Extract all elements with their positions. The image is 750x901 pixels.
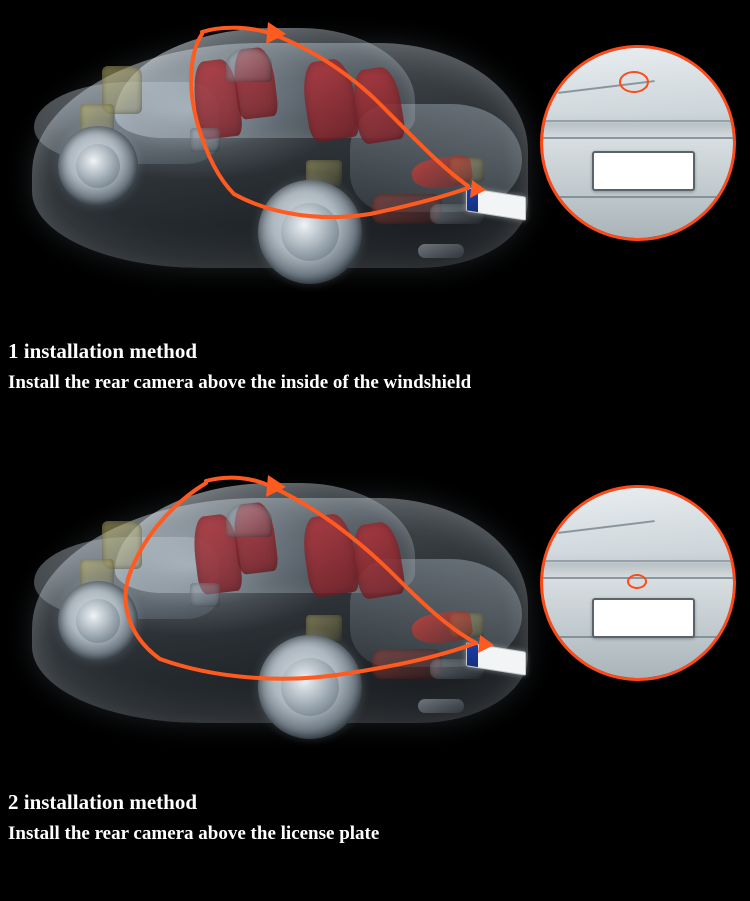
body-panel-line [540, 196, 736, 198]
rear-wheel [258, 635, 362, 739]
installation-method-1-caption [0, 310, 750, 400]
method-2-title: 2 installation method [8, 790, 198, 814]
rear-window-glass [540, 488, 736, 562]
car-illustration [20, 8, 540, 298]
chassis-component [190, 128, 220, 152]
license-plate [592, 151, 695, 191]
body-panel-line [540, 137, 736, 139]
front-wheel [58, 126, 138, 206]
installation-method-2-caption [0, 765, 750, 851]
car-illustration [20, 463, 540, 753]
method-1-title: 1 installation method [8, 339, 198, 363]
license-plate [592, 598, 695, 638]
camera-position-marker [619, 71, 649, 93]
method-1-description: Install the rear camera above the inside of the windshield [8, 372, 472, 393]
wiper-blade [558, 520, 654, 534]
car-cutaway-diagram-2 [0, 455, 750, 765]
steering-wheel [226, 503, 272, 537]
chassis-component [190, 583, 220, 607]
installation-method-2-section [0, 455, 750, 901]
license-plate-eu-band [467, 643, 478, 667]
front-wheel [58, 581, 138, 661]
rear-wheel [258, 180, 362, 284]
callout-scene [543, 48, 733, 238]
camera-position-marker [627, 574, 647, 589]
car-cutaway-diagram-1 [0, 0, 750, 310]
exhaust-pipe [418, 244, 464, 258]
license-plate-zoom-callout [540, 485, 736, 681]
method-2-description: Install the rear camera above the license plate [8, 823, 380, 844]
callout-scene [543, 488, 733, 678]
windshield-zoom-callout [540, 45, 736, 241]
steering-wheel [226, 48, 272, 82]
license-plate-eu-band [467, 188, 478, 212]
exhaust-pipe [418, 699, 464, 713]
